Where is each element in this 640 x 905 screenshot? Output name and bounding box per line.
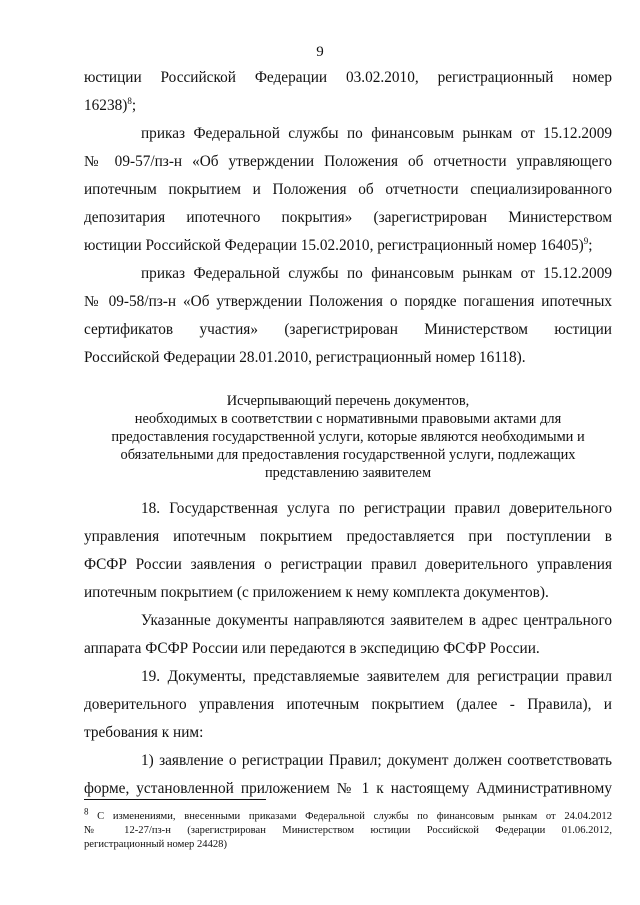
section-heading-line: предоставления государственной услуги, которые являются необходимыми и [111,429,585,445]
section-line: 18. Государственная услуга по регистрации правил доверительного [141,500,612,517]
body-line: ипотечным покрытием и Положения об отчетности специализированного [84,181,612,198]
body-line: юстиции Российской Федерации 03.02.2010, регистрационный номер [84,69,612,86]
footnote-marker: 8 [84,806,89,817]
footnote-separator [84,799,266,800]
body-line-tail: ; [131,97,137,114]
body-line [84,236,612,256]
body-line-text: юстиции Российской Федерации 15.02.2010, регистрационный номер 16405) [84,237,584,254]
section-heading-line: Исчерпывающий перечень документов, [226,393,470,409]
body-line: Российской Федерации 28.01.2010, регистрационный номер 16118). [84,349,526,366]
section-line: 1) заявление о регистрации Правил; документ должен соответствовать [141,752,612,769]
body-line [84,96,612,116]
body-line: № 09-57/пз-н «Об утверждении Положения об отчетности управляющего [84,153,612,170]
section-heading-line: представлению заявителем [264,465,432,481]
section-line: аппарата ФСФР России или передаются в экспедицию ФСФР России. [84,640,540,657]
footnote-text: С изменениями, внесенными приказами Федеральной службы по финансовым рынкам от 24.04.2012 [97,811,612,822]
section-line: ипотечным покрытием (с приложением к нему комплекта документов). [84,584,549,601]
section-heading-line: обязательными для предоставления государственной услуги, подлежащих [120,447,576,463]
footnote-line [84,806,612,823]
footnote-line: № 12-27/пз-н (зарегистрирован Министерством юстиции Российской Федерации 01.06.2012, [84,825,612,836]
body-line: сертификатов участия» (зарегистрирован Министерством юстиции [84,321,612,338]
section-line: 19. Документы, представляемые заявителем для регистрации правил [141,668,612,685]
section-heading-line: необходимых в соответствии с нормативными правовыми актами для [134,411,562,427]
body-line: № 09-58/пз-н «Об утверждении Положения о порядке погашения ипотечных [84,293,612,310]
body-line: приказ Федеральной службы по финансовым рынкам от 15.12.2009 [141,265,612,282]
footnote-ref[interactable]: 8 [127,95,132,106]
body-line: депозитария ипотечного покрытия» (зарегистрирован Министерством [84,209,612,226]
section-line: доверительного управления ипотечным покрытием (далее - Правила), и [84,696,612,713]
section-line: Указанные документы направляются заявителем в адрес центрального [141,612,612,629]
footnote-ref[interactable]: 9 [583,235,589,246]
footnote-line: регистрационный номер 24428) [84,839,228,850]
section-line: управления ипотечным покрытием предоставляется при поступлении в [84,528,612,545]
body-line-text: 16238) [84,97,128,114]
section-line: форме, установленной приложением № 1 к настоящему Административному [84,780,612,797]
section-line: требования к ним: [84,724,204,741]
section-line: ФСФР России заявления о регистрации правил доверительного управления [84,556,612,573]
page-number: 9 [316,44,324,60]
body-line: приказ Федеральной службы по финансовым рынкам от 15.12.2009 [141,125,612,142]
body-line-tail: ; [588,237,593,254]
